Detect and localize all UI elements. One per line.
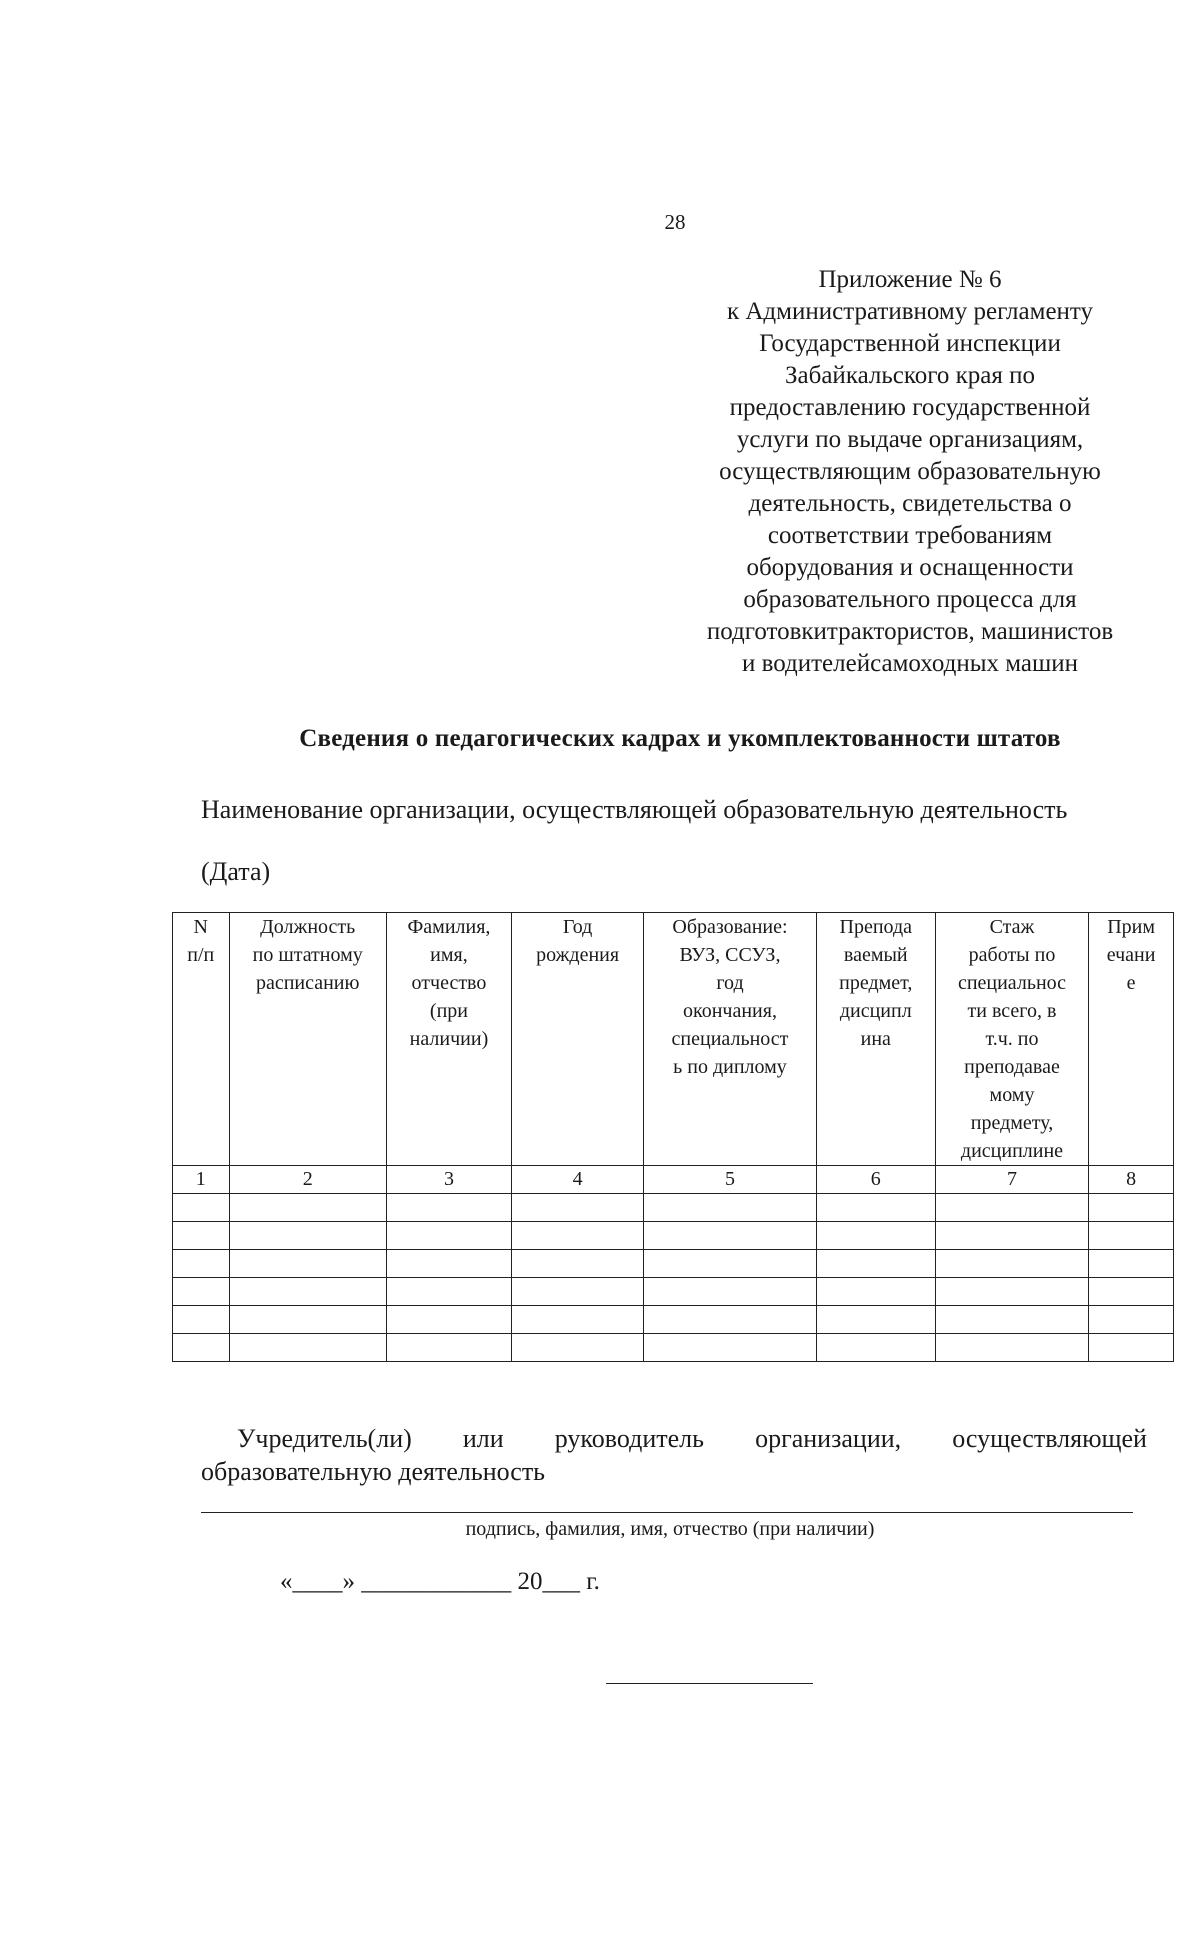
appendix-line: и водителейсамоходных машин <box>741 650 1079 677</box>
table-cell <box>644 1194 817 1222</box>
column-header-line: имя, <box>430 944 468 966</box>
column-header-line: Должность <box>260 916 356 938</box>
appendix-line: осуществляющим образовательную <box>719 458 1101 485</box>
document-title: Сведения о педагогических кадрах и укомплектованности штатов <box>299 725 1061 752</box>
footer-word: руководитель <box>554 1424 704 1453</box>
appendix-line: образовательного процесса для <box>743 586 1077 613</box>
signature-caption-wrap <box>0 1518 1200 1541</box>
column-number: 3 <box>386 1166 511 1194</box>
appendix-line: оборудования и оснащенности <box>746 554 1074 581</box>
table-cell <box>173 1334 230 1362</box>
appendix-line: предоставлению государственной <box>729 394 1091 421</box>
end-divider <box>606 1683 813 1684</box>
column-header-line: ваемый <box>843 944 908 966</box>
column-header-line: е <box>1126 972 1136 994</box>
column-header-line: расписанию <box>255 972 360 994</box>
table-cell <box>229 1250 386 1278</box>
column-header-line: ина <box>860 1028 891 1050</box>
column-header-line: по штатному <box>252 944 363 966</box>
organization-name-label: Наименование организации, осуществляющей образовательную деятельность <box>201 795 1068 824</box>
appendix-line: деятельность, свидетельства о <box>748 490 1072 517</box>
column-header-line: предмету, <box>970 1112 1054 1134</box>
table-cell <box>1089 1222 1174 1250</box>
table-row <box>173 1194 1174 1222</box>
footer-line-2: образовательную деятельность <box>201 1457 546 1486</box>
table-cell <box>229 1334 386 1362</box>
footer-word: организации, <box>755 1424 902 1453</box>
column-header-line: специальност <box>671 1028 789 1050</box>
appendix-line: Приложение № 6 <box>818 266 1002 293</box>
column-header-line: (при <box>429 1000 468 1022</box>
signature-date: «____» ____________ 20___ г. <box>280 1568 600 1595</box>
signature-line <box>201 1512 1133 1513</box>
table-cell <box>229 1306 386 1334</box>
table-cell <box>816 1306 935 1334</box>
column-header-line: Фамилия, <box>407 916 491 938</box>
column-number-row <box>173 1166 1174 1194</box>
table-cell <box>1089 1278 1174 1306</box>
table-cell <box>173 1278 230 1306</box>
table-cell <box>1089 1334 1174 1362</box>
appendix-line: Забайкальского края по <box>785 362 1035 389</box>
footer-word: или <box>462 1424 504 1453</box>
column-number: 2 <box>229 1166 386 1194</box>
column-number: 6 <box>816 1166 935 1194</box>
table-cell <box>935 1250 1088 1278</box>
column-number: 7 <box>935 1166 1088 1194</box>
table-cell <box>386 1222 511 1250</box>
appendix-header <box>660 264 1160 680</box>
column-header-line: предмет, <box>839 972 913 994</box>
column-header-line: ь по диплому <box>673 1056 787 1078</box>
appendix-line: к Административному регламенту <box>726 298 1094 325</box>
table-cell <box>644 1250 817 1278</box>
column-header-line: ти всего, в <box>967 1000 1057 1022</box>
column-header-line: отчество <box>411 972 487 994</box>
table-cell <box>1089 1306 1174 1334</box>
table-cell <box>386 1250 511 1278</box>
table-cell <box>512 1222 644 1250</box>
column-header-line: рождения <box>536 944 620 966</box>
table-cell <box>644 1278 817 1306</box>
table-cell <box>816 1222 935 1250</box>
appendix-line: услуги по выдаче организациям, <box>736 426 1084 453</box>
column-header-line: дисципл <box>839 1000 912 1022</box>
column-number: 8 <box>1089 1166 1174 1194</box>
appendix-line: соответствии требованиям <box>767 522 1053 549</box>
table-cell <box>173 1306 230 1334</box>
column-header <box>816 913 935 1166</box>
column-header-line: преподавае <box>964 1056 1060 1078</box>
column-header <box>512 913 644 1166</box>
footer-word: осуществляющей <box>952 1424 1147 1453</box>
table-cell <box>173 1222 230 1250</box>
column-header <box>173 913 230 1166</box>
table-cell <box>935 1194 1088 1222</box>
table-cell <box>173 1194 230 1222</box>
column-header-line: Препода <box>839 916 913 938</box>
column-header-line: работы по <box>968 944 1056 966</box>
table-header-row <box>173 913 1174 1166</box>
table-cell <box>816 1250 935 1278</box>
column-header <box>1089 913 1174 1166</box>
footer-word: Учредитель(ли) <box>237 1424 412 1453</box>
table-cell <box>512 1306 644 1334</box>
table-cell <box>644 1306 817 1334</box>
table-cell <box>229 1222 386 1250</box>
table-cell <box>229 1278 386 1306</box>
date-label: (Дата) <box>201 857 271 886</box>
table-cell <box>512 1278 644 1306</box>
table-cell <box>935 1278 1088 1306</box>
table-cell <box>1089 1250 1174 1278</box>
column-header <box>644 913 817 1166</box>
column-header-line: Стаж <box>989 916 1035 938</box>
appendix-line: Государственной инспекции <box>759 330 1061 357</box>
table-row <box>173 1222 1174 1250</box>
column-header-line: дисциплине <box>960 1140 1064 1162</box>
column-number: 4 <box>512 1166 644 1194</box>
table-row <box>173 1250 1174 1278</box>
column-header-line: специальнос <box>957 972 1067 994</box>
column-header <box>386 913 511 1166</box>
table-cell <box>386 1306 511 1334</box>
table-cell <box>386 1278 511 1306</box>
page-number: 28 <box>664 210 686 234</box>
column-header-line: окончания, <box>683 1000 777 1022</box>
column-header-line: Образование: <box>672 916 788 938</box>
table-cell <box>512 1194 644 1222</box>
column-header-line: N <box>193 916 208 938</box>
table-cell <box>935 1306 1088 1334</box>
table-row <box>173 1306 1174 1334</box>
table-cell <box>1089 1194 1174 1222</box>
column-header-line: Год <box>562 916 593 938</box>
column-number: 5 <box>644 1166 817 1194</box>
column-header <box>935 913 1088 1166</box>
appendix-line: подготовкитрактористов, машинистов <box>706 618 1114 645</box>
column-header-line: год <box>716 972 744 994</box>
footer-text <box>201 1422 1147 1488</box>
column-header-line: ВУЗ, ССУЗ, <box>679 944 781 966</box>
table-cell <box>816 1334 935 1362</box>
table-cell <box>512 1250 644 1278</box>
table-row <box>173 1278 1174 1306</box>
column-header-line: п/п <box>187 944 215 966</box>
column-header-line: ечани <box>1106 944 1156 966</box>
column-header-line: мому <box>989 1084 1035 1106</box>
column-number: 1 <box>173 1166 230 1194</box>
table-cell <box>386 1194 511 1222</box>
staff-table <box>172 912 1174 1362</box>
table-cell <box>816 1278 935 1306</box>
table-cell <box>386 1334 511 1362</box>
signature-caption: подпись, фамилия, имя, отчество (при наличии) <box>465 1518 875 1540</box>
column-header-line: т.ч. по <box>985 1028 1039 1050</box>
table-cell <box>229 1194 386 1222</box>
table-cell <box>173 1250 230 1278</box>
table-cell <box>935 1222 1088 1250</box>
table-cell <box>512 1334 644 1362</box>
table-cell <box>644 1334 817 1362</box>
footer-line-1 <box>201 1422 1147 1455</box>
table-cell <box>935 1334 1088 1362</box>
column-header-line: Прим <box>1107 916 1155 938</box>
table-cell <box>816 1194 935 1222</box>
table-cell <box>644 1222 817 1250</box>
column-header-line: наличии) <box>409 1028 489 1050</box>
column-header <box>229 913 386 1166</box>
table-row <box>173 1334 1174 1362</box>
